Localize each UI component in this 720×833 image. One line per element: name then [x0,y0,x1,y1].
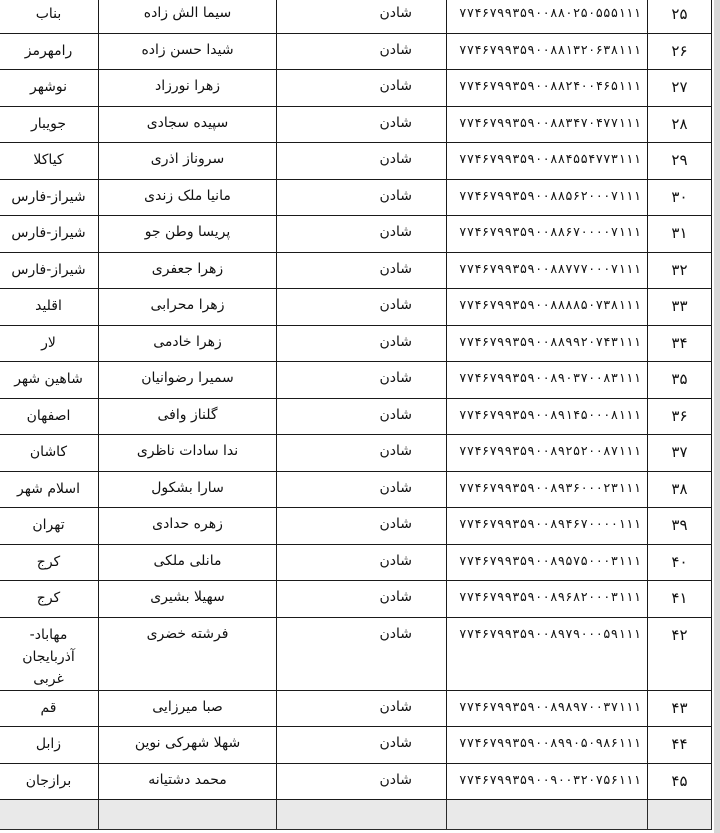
empty-cell [277,800,447,830]
person-name: سمیرا رضوانیان [99,362,277,399]
account-number: ۷۷۴۶۷۹۹۳۵۹۰۰۸۸۳۴۷۰۴۷۷۱۱۱ [447,106,648,143]
city: بناب [0,0,99,33]
empty-cell [0,800,99,830]
account-number: ۷۷۴۶۷۹۹۳۵۹۰۰۸۸۷۷۷۰۰۰۷۱۱۱ [447,252,648,289]
city: زابل [0,727,99,764]
account-number: ۷۷۴۶۷۹۹۳۵۹۰۰۸۸۲۴۰۰۴۶۵۱۱۱ [447,70,648,107]
account-number: ۷۷۴۶۷۹۹۳۵۹۰۰۸۸۱۳۲۰۶۳۸۱۱۱ [447,33,648,70]
city: اسلام شهر [0,471,99,508]
person-name: سیما الش زاده [99,0,277,33]
row-number: ۳۷ [647,435,711,472]
bank-name: شادن [277,106,447,143]
person-name: سپیده سجادی [99,106,277,143]
table-row [0,508,711,545]
bank-name: شادن [277,33,447,70]
table-row [0,106,711,143]
table-row [0,544,711,581]
city: شیراز-فارس [0,252,99,289]
table-row [0,179,711,216]
row-number: ۴۱ [647,581,711,618]
row-number: ۴۰ [647,544,711,581]
person-name: سارا بشکول [99,471,277,508]
row-number: ۲۵ [647,0,711,33]
row-number: ۳۳ [647,289,711,326]
city: جویبار [0,106,99,143]
person-name: زهره حدادی [99,508,277,545]
row-number: ۴۴ [647,727,711,764]
table-row [0,216,711,253]
account-number: ۷۷۴۶۷۹۹۳۵۹۰۰۸۹۳۶۰۰۰۲۳۱۱۱ [447,471,648,508]
person-name: زهرا جعفری [99,252,277,289]
table-row [0,252,711,289]
table-row [0,143,711,180]
person-name: ندا سادات ناظری [99,435,277,472]
person-name: پریسا وطن جو [99,216,277,253]
person-name: سهیلا بشیری [99,581,277,618]
city: شیراز-فارس [0,216,99,253]
row-number: ۲۶ [647,33,711,70]
bank-name: شادن [277,0,447,33]
account-number: ۷۷۴۶۷۹۹۳۵۹۰۰۸۸۰۲۵۰۵۵۵۱۱۱ [447,0,648,33]
city: اقلید [0,289,99,326]
table-row [0,398,711,435]
table-row [0,33,711,70]
account-number: ۷۷۴۶۷۹۹۳۵۹۰۰۹۰۰۳۲۰۷۵۶۱۱۱ [447,763,648,800]
empty-cell [447,800,648,830]
person-name: زهرا محرابی [99,289,277,326]
person-name: شیدا حسن زاده [99,33,277,70]
table-row [0,435,711,472]
row-number: ۲۸ [647,106,711,143]
account-number: ۷۷۴۶۷۹۹۳۵۹۰۰۸۹۶۸۲۰۰۰۳۱۱۱ [447,581,648,618]
account-number: ۷۷۴۶۷۹۹۳۵۹۰۰۸۹۴۶۷۰۰۰۰۱۱۱ [447,508,648,545]
bank-name: شادن [277,325,447,362]
city: لار [0,325,99,362]
page-edge [714,0,720,833]
bank-name: شادن [277,216,447,253]
bank-name: شادن [277,252,447,289]
person-name: گلناز وافی [99,398,277,435]
table-row [0,289,711,326]
bank-name: شادن [277,544,447,581]
person-name: محمد دشتیانه [99,763,277,800]
row-number: ۳۶ [647,398,711,435]
account-number: ۷۷۴۶۷۹۹۳۵۹۰۰۸۹۷۹۰۰۰۵۹۱۱۱ [447,617,648,690]
empty-cell [99,800,277,830]
bank-name: شادن [277,690,447,727]
account-number: ۷۷۴۶۷۹۹۳۵۹۰۰۸۸۵۶۲۰۰۰۷۱۱۱ [447,179,648,216]
bank-name: شادن [277,508,447,545]
city: شیراز-فارس [0,179,99,216]
table-row-blank [0,800,711,830]
city: شاهین شهر [0,362,99,399]
account-number: ۷۷۴۶۷۹۹۳۵۹۰۰۸۹۰۳۷۰۰۸۳۱۱۱ [447,362,648,399]
account-number: ۷۷۴۶۷۹۹۳۵۹۰۰۸۹۲۵۲۰۰۸۷۱۱۱ [447,435,648,472]
city: کاشان [0,435,99,472]
row-number: ۳۸ [647,471,711,508]
bank-name: شادن [277,763,447,800]
city: تهران [0,508,99,545]
city: برازجان [0,763,99,800]
table-row [0,690,711,727]
row-number: ۳۰ [647,179,711,216]
account-number: ۷۷۴۶۷۹۹۳۵۹۰۰۸۸۸۸۵۰۷۳۸۱۱۱ [447,289,648,326]
person-name: فرشته خضری [99,617,277,690]
bank-name: شادن [277,70,447,107]
table-row [0,617,711,690]
person-name: مانیا ملک زندی [99,179,277,216]
table-row [0,581,711,618]
person-name: صبا میرزایی [99,690,277,727]
account-number: ۷۷۴۶۷۹۹۳۵۹۰۰۸۹۱۴۵۰۰۰۸۱۱۱ [447,398,648,435]
row-number: ۳۲ [647,252,711,289]
person-name: زهرا نورزاد [99,70,277,107]
person-name: مانلی ملکی [99,544,277,581]
city: رامهرمز [0,33,99,70]
row-number: ۲۹ [647,143,711,180]
person-name: شهلا شهرکی نوین [99,727,277,764]
table-row [0,0,711,33]
bank-name: شادن [277,398,447,435]
person-name: زهرا خادمی [99,325,277,362]
row-number: ۳۴ [647,325,711,362]
table-row [0,325,711,362]
bank-name: شادن [277,581,447,618]
city: کرج [0,581,99,618]
table-row [0,727,711,764]
bank-name: شادن [277,471,447,508]
account-number: ۷۷۴۶۷۹۹۳۵۹۰۰۸۹۸۹۷۰۰۳۷۱۱۱ [447,690,648,727]
bank-name: شادن [277,362,447,399]
row-number: ۲۷ [647,70,711,107]
empty-cell [647,800,711,830]
table-row [0,362,711,399]
city: قم [0,690,99,727]
row-number: ۴۳ [647,690,711,727]
row-number: ۴۵ [647,763,711,800]
table-row [0,471,711,508]
bank-name: شادن [277,179,447,216]
row-number: ۳۱ [647,216,711,253]
account-number: ۷۷۴۶۷۹۹۳۵۹۰۰۸۸۹۹۲۰۷۴۳۱۱۱ [447,325,648,362]
bank-name: شادن [277,617,447,690]
row-number: ۳۹ [647,508,711,545]
bank-name: شادن [277,143,447,180]
city: اصفهان [0,398,99,435]
bank-name: شادن [277,289,447,326]
city: نوشهر [0,70,99,107]
row-number: ۳۵ [647,362,711,399]
table-row [0,763,711,800]
account-number: ۷۷۴۶۷۹۹۳۵۹۰۰۸۹۵۷۵۰۰۰۳۱۱۱ [447,544,648,581]
city: کیاکلا [0,143,99,180]
city: کرج [0,544,99,581]
account-number: ۷۷۴۶۷۹۹۳۵۹۰۰۸۹۹۰۵۰۹۸۶۱۱۱ [447,727,648,764]
row-number: ۴۲ [647,617,711,690]
person-name: سروناز اذری [99,143,277,180]
city: مهاباد-آذربایجان غربی [0,617,99,690]
account-number: ۷۷۴۶۷۹۹۳۵۹۰۰۸۸۴۵۵۴۷۷۳۱۱۱ [447,143,648,180]
table-row [0,70,711,107]
bank-name: شادن [277,727,447,764]
bank-name: شادن [277,435,447,472]
account-number: ۷۷۴۶۷۹۹۳۵۹۰۰۸۸۶۷۰۰۰۰۷۱۱۱ [447,216,648,253]
